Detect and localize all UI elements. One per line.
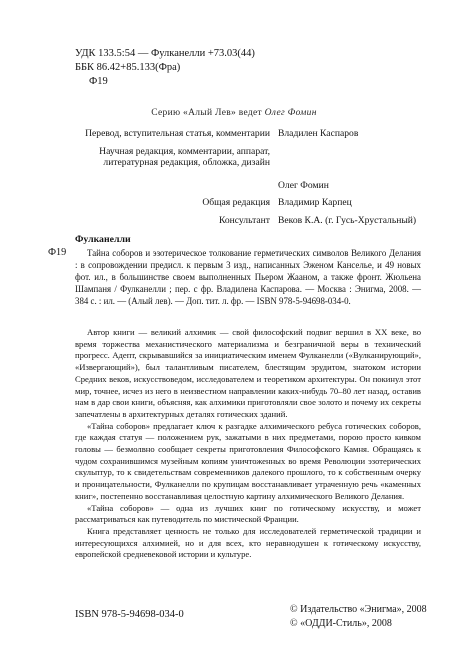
credit-role: Научная редакция, комментарии, аппарат, литературная редакция, обложка, дизайн <box>99 145 270 169</box>
series-prefix: Серию «Алый Лев» ведет <box>151 108 265 118</box>
credit-row <box>70 128 450 140</box>
credit-row <box>70 215 450 227</box>
credit-row <box>70 197 450 209</box>
credit-role: Общая редакция <box>202 197 270 209</box>
series-line <box>0 108 468 118</box>
credits-block <box>70 128 450 232</box>
credit-role: Перевод, вступительная статья, комментарии <box>85 128 270 139</box>
isbn-footer: ISBN 978-5-94698-034-0 <box>75 609 184 620</box>
udk-line: УДК 133.5:54 — Фулканелли +73.03(44) <box>75 48 255 59</box>
annotation-block <box>75 327 421 561</box>
credit-name: Владимир Карпец <box>278 197 352 209</box>
annotation-paragraph: «Тайна соборов» — одна из лучших книг по готическому искусству, и может рассматриваться как путеводитель по мистической Франции. <box>75 502 421 525</box>
copyright-line-design: © «ОДДИ-Стиль», 2008 <box>290 618 392 629</box>
entry-author-code: Ф19 <box>48 247 67 258</box>
classification-block <box>75 47 255 89</box>
credit-name: Веков К.А. (г. Гусь-Хрустальный) <box>278 214 417 226</box>
credit-name: Олег Фомин <box>278 179 329 191</box>
credit-name: Владилен Каспаров <box>278 128 359 139</box>
series-editor: Олег Фомин <box>264 108 317 118</box>
annotation-paragraph: Автор книги — великий алхимик — свой философский подвиг вершил в XX веке, во время торжества механистического материализма и безграничной веры в технический прогресс. Адепт, скрывавшийся за инициатическим именем Фулканелли («Вулканирующий», «Извергающий»), был талантливым писателем, блестящим эрудитом, знатоком истории Средних веков, искусствоведом, исследователем и теоретиком архитектуры. Он покинул этот мир, точнее, исчез из него в неизвестном направлении каких-нибудь 70–80 лет назад, оставив нам в дар свои книги, объясняя, как алхимики приготовляли свое золото и почему их секреты запечатлены в архитектурных деталях готических зданий. <box>75 327 421 419</box>
bibliographic-entry: Тайна соборов и эзотерическое толкование герметических символов Великого Делания : в сопровождении предисл. к первым 3 изд., написанных Эженом Канселье, и 49 новых фот. ил., в большинстве своем выполненных Пьером Жааном, а также фронт. Жюльена Шампаня / Фулканелли ; пер. с фр. Владилена Каспарова. — Москва : Энигма, 2008. — 384 с. : ил. — (Алый лев). — Доп. тит. л. фр. — ISBN 978-5-94698-034-0. <box>75 248 421 306</box>
bbk-line: ББК 86.42+85.133(Фра) <box>75 62 181 73</box>
credit-row <box>70 146 450 192</box>
annotation-paragraph: «Тайна соборов» предлагает ключ к разгадке алхимического ребуса готических соборов, где каждая статуя — положением рук, зажатыми в них предметами, порою просто кивком головы — безмолвно сообщает секреты приготовления Философского Камня. Обращаясь к чудом сохранившимся музейным копиям уничтоженных во время Революции эзотерических скульптур, то к свидетельствам современников далекого прошлого, то к собственным очерку и проницательности, Фулканелли по крупицам восстанавливает утраченную речь «каменных книг», постепенно восстанавливая целостную картину алхимического Великого Делания. <box>75 420 421 501</box>
annotation-paragraph: Книга представляет ценность не только для исследователей герметической традиции и интересующихся алхимией, но и для всех, кто неравнодушен к готическому искусству, европейской средневековой истории и культуре. <box>75 525 421 560</box>
copyright-block <box>290 603 427 631</box>
credit-role: Консультант <box>218 214 270 226</box>
copyright-line-publisher: © Издательство «Энигма», 2008 <box>290 604 427 615</box>
entry-heading: Фулканелли <box>75 234 131 245</box>
author-code-line: Ф19 <box>89 76 108 87</box>
